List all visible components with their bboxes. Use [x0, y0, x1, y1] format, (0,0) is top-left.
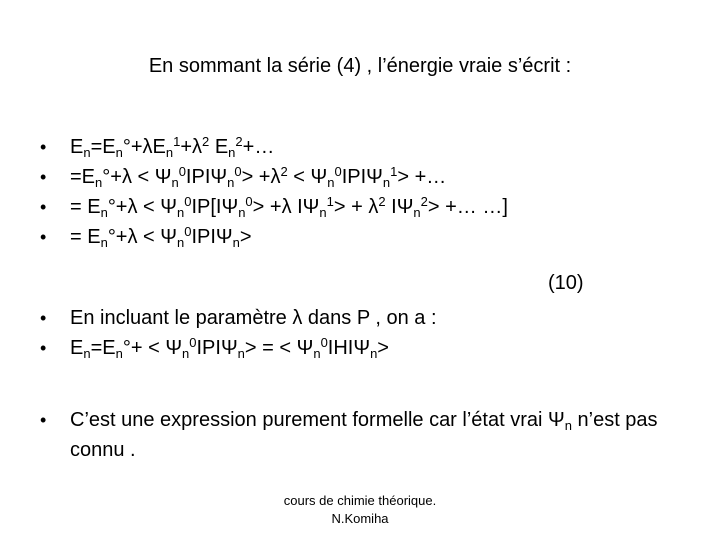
equation-4: • = $E_n^\circ+\lambda < \Psi_n^0IPI\Psi_n>$ [40, 222, 508, 252]
equation-3: • = $E_n^\circ+\lambda < \Psi_n^0IP[I\Psi_n^0> +\lambda$ $I\Psi_n^1> + \lambda^2$ $I\Psi_n^2>$ +… …] [40, 192, 508, 222]
parameter-list [40, 303, 437, 363]
footer-course: cours de chimie théorique. [283, 493, 437, 508]
equation-1: • $E_n=E_n^\circ+\lambda E_n^1+\lambda^2$ $E_n^2+\dots$ [40, 132, 508, 162]
conclusion-list [40, 405, 690, 465]
equation-list [40, 132, 508, 252]
parameter-statement: • En incluant le paramètre λ dans P , on a : [40, 303, 437, 333]
conclusion-statement: • C’est une expression purement formelle car l’état vrai $\Psi_n$ n’est pas connu . [40, 405, 690, 465]
equation-number: (10) [548, 272, 584, 294]
footer-author: N.Komiha [331, 511, 389, 526]
equation-2: • $=E_n^\circ+\lambda < \Psi_n^0IPI\Psi_n^0> +\lambda^2 < \Psi_n^0IPI\Psi_n^1>$ +… [40, 162, 508, 192]
slide-title: En sommant la série (4) , l’énergie vraie s’écrit : [148, 55, 572, 77]
equation-6: • $E_n=E_n^\circ+ < \Psi_n^0IPI\Psi_n>$ = < $\Psi_n^0IHI\Psi_n>$ [40, 333, 437, 363]
footer [0, 492, 720, 528]
